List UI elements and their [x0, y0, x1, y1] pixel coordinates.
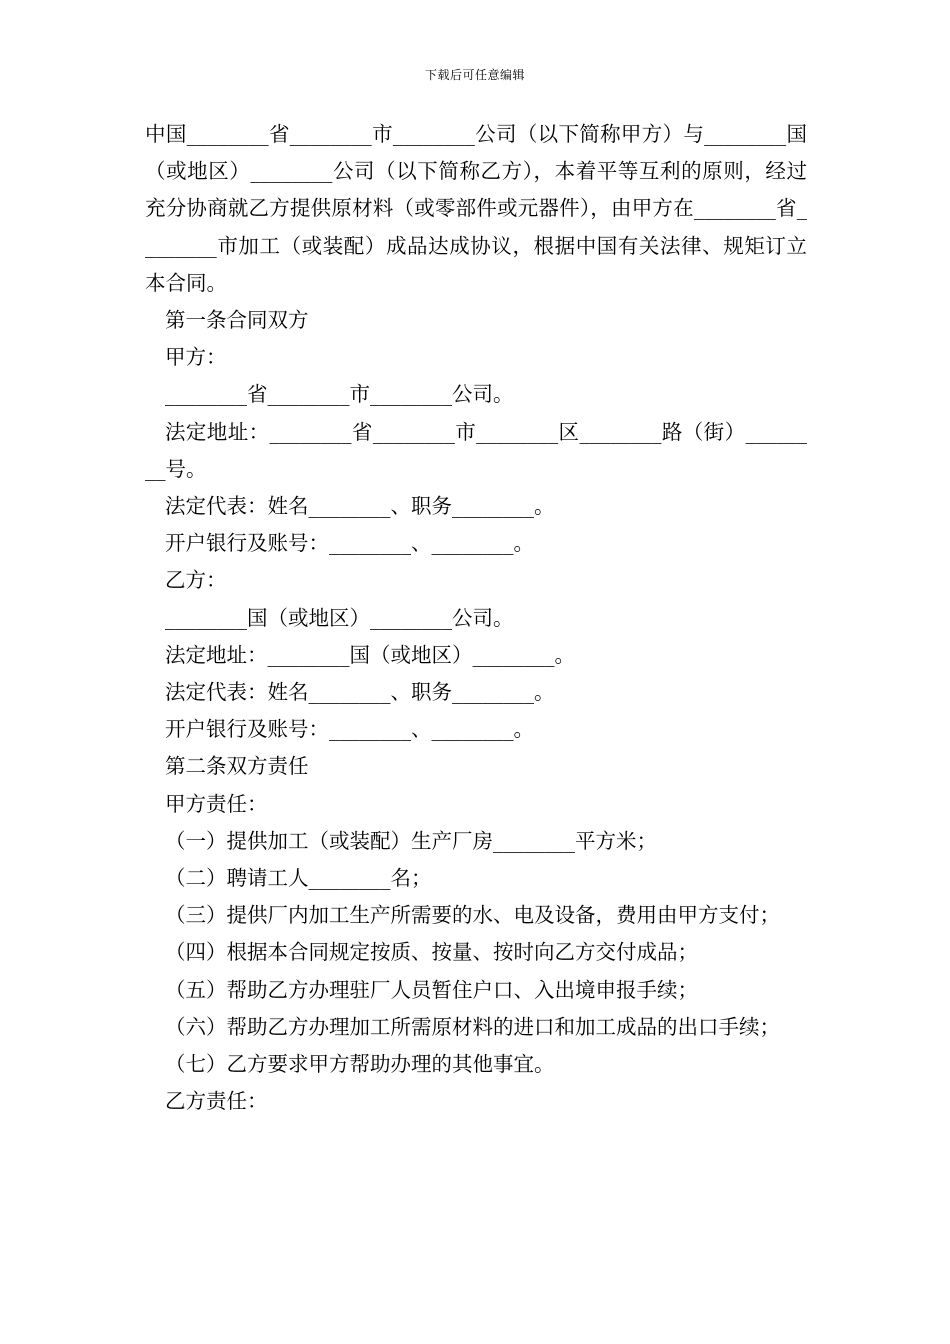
duty-item-4: （四）根据本合同规定按质、按量、按时向乙方交付成品； — [165, 940, 698, 965]
party-b-bank: 开户银行及账号：________、________。 — [165, 717, 534, 742]
party-b-label: 乙方： — [165, 568, 227, 593]
duty-item-3: （三）提供厂内加工生产所需要的水、电及设备，费用由甲方支付； — [165, 903, 780, 928]
party-a-representative: 法定代表：姓名________、职务________。 — [165, 494, 555, 519]
party-b-representative: 法定代表：姓名________、职务________。 — [165, 680, 555, 705]
duty-item-2: （二）聘请工人________名； — [165, 866, 432, 891]
party-b-duties-label: 乙方责任： — [165, 1089, 268, 1114]
intro-paragraph: 中国________省________市________公司（以下简称甲方）与________国（或地区）________公司（以下简称乙方），本着平等互利的原则，经过充分协商就乙方提供原材料（或零部件或元器件），由甲方在________省________市加工（或装配）成品达成协议，根据中国有关法律、规矩订立本合同。 — [145, 122, 807, 295]
article-1-title: 第一条合同双方 — [165, 308, 309, 333]
party-a-company: ________省________市________公司。 — [165, 382, 514, 407]
duty-item-7: （七）乙方要求甲方帮助办理的其他事宜。 — [165, 1052, 555, 1077]
party-a-label: 甲方： — [165, 345, 227, 370]
duty-item-1: （一）提供加工（或装配）生产厂房________平方米； — [165, 828, 657, 853]
duty-item-6: （六）帮助乙方办理加工所需原材料的进口和加工成品的出口手续； — [165, 1014, 780, 1039]
party-a-bank: 开户银行及账号：________、________。 — [165, 531, 534, 556]
document-body — [145, 116, 807, 1120]
party-b-address: 法定地址：________国（或地区）________。 — [165, 642, 575, 667]
duty-item-5: （五）帮助乙方办理驻厂人员暂住户口、入出境申报手续； — [165, 977, 698, 1002]
article-2-title: 第二条双方责任 — [165, 754, 309, 779]
party-a-duties-label: 甲方责任： — [165, 791, 268, 816]
party-a-address: 法定地址：________省________市________区________路（街）________号。 — [145, 419, 807, 481]
party-b-company: ________国（或地区）________公司。 — [165, 605, 514, 630]
header-note: 下载后可任意编辑 — [424, 68, 525, 82]
